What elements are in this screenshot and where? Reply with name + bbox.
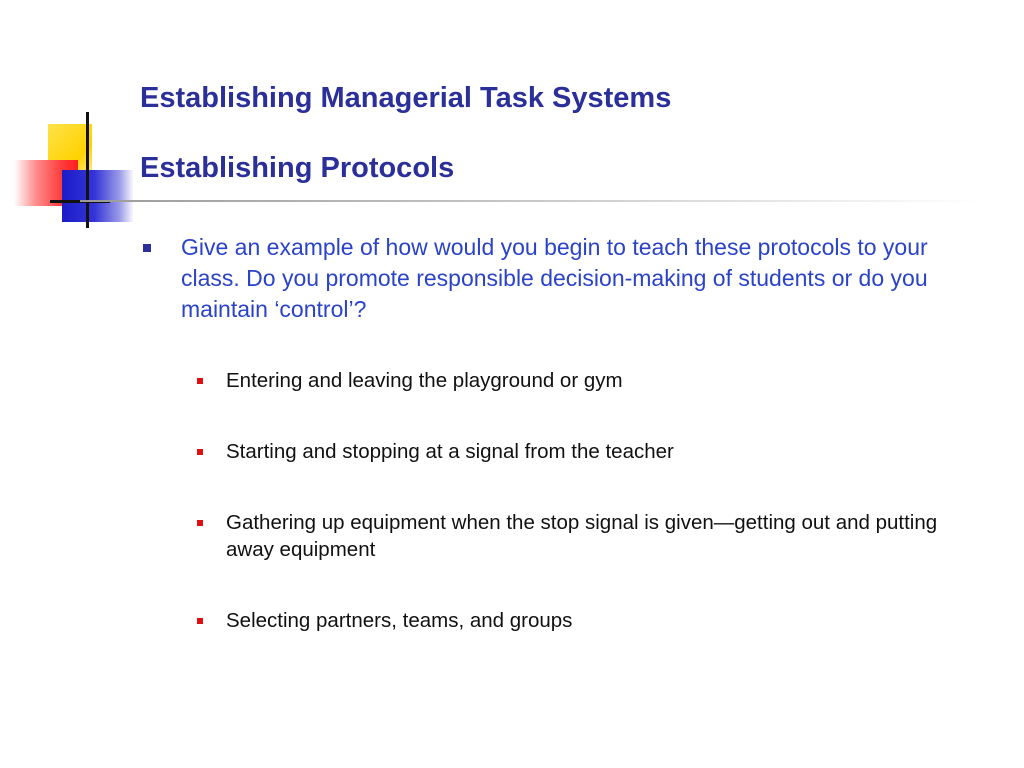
sub-bullet-item: [140, 607, 990, 634]
slide-title: [140, 80, 960, 186]
sub-bullet-item: [140, 509, 990, 563]
sub-bullet-item: [140, 438, 990, 465]
sub-bullet-text: Entering and leaving the playground or gym: [226, 369, 623, 392]
title-line-2: Establishing Protocols: [140, 152, 455, 184]
title-divider-line: [80, 200, 980, 202]
sub-bullet-text: Gathering up equipment when the stop signal is given—getting out and putting away equipment: [226, 511, 938, 561]
red-square-bullet-icon: [197, 378, 203, 384]
main-bullet-item: [140, 232, 990, 325]
red-square-bullet-icon: [197, 449, 203, 455]
title-line-1: Establishing Managerial Task Systems: [140, 82, 672, 114]
logo-blue-square: [62, 170, 134, 222]
slide-body: [140, 232, 990, 678]
sub-bullet-list: [140, 367, 990, 634]
sub-bullet-text: Selecting partners, teams, and groups: [226, 609, 573, 632]
red-square-bullet-icon: [197, 520, 203, 526]
red-square-bullet-icon: [197, 618, 203, 624]
logo-vertical-line: [86, 112, 89, 228]
main-bullet-text: Give an example of how would you begin to teach these protocols to your class. Do you promote responsible decision-making of students or do you maintain ‘control’?: [181, 234, 928, 322]
square-bullet-icon: [143, 244, 151, 252]
sub-bullet-text: Starting and stopping at a signal from the teacher: [226, 440, 674, 463]
sub-bullet-item: [140, 367, 990, 394]
corner-squares-logo: [0, 0, 140, 240]
